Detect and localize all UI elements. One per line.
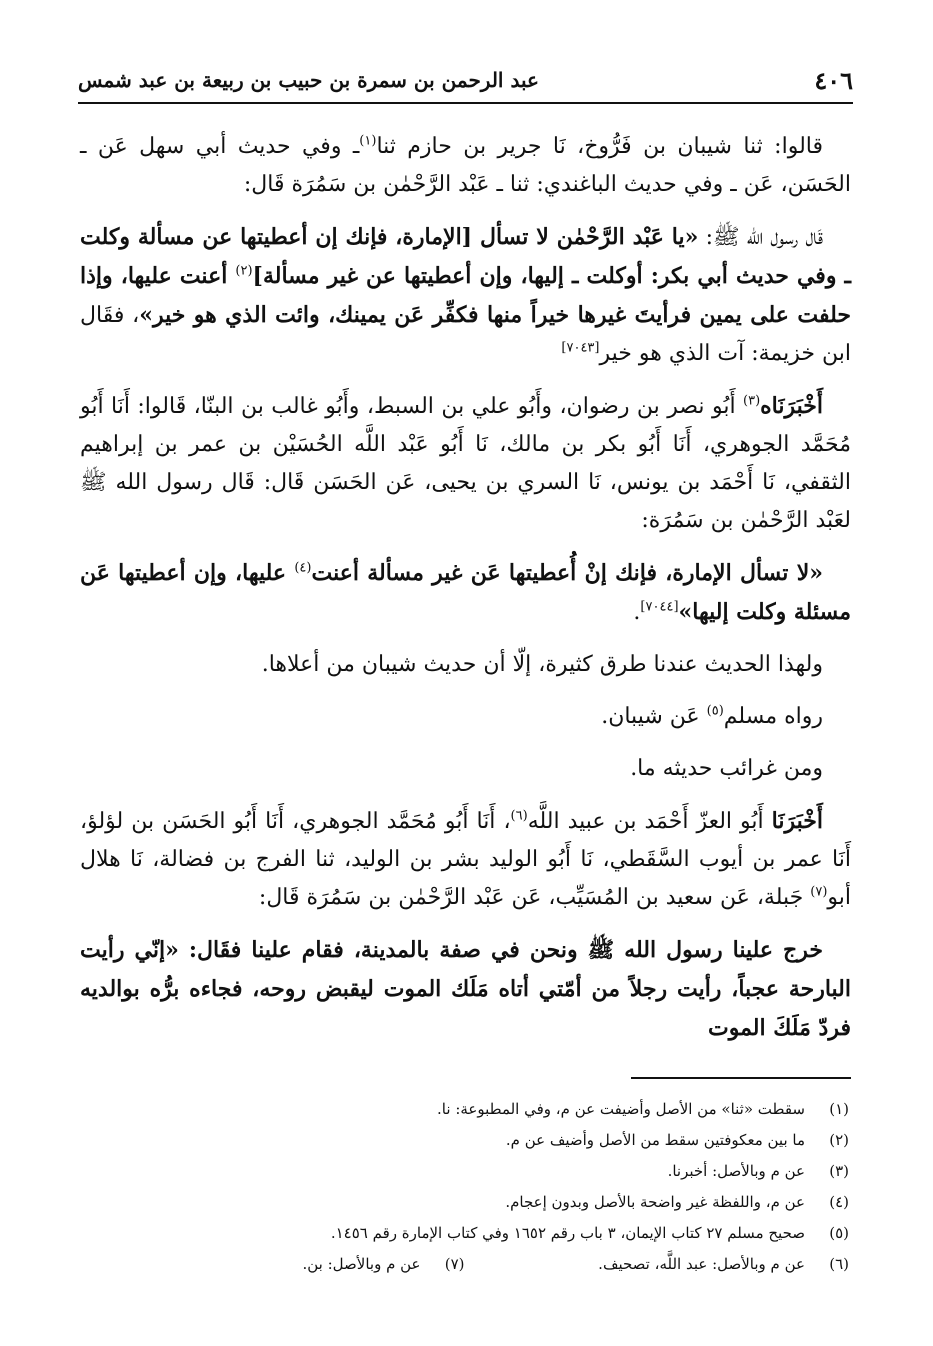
paragraph-1: [80, 128, 851, 204]
footnote-text: صحيح مسلم ٢٧ كتاب الإيمان، ٣ باب رقم ١٦٥٢ وفي كتاب الإمارة رقم ١٤٥٦.: [330, 1224, 805, 1242]
footnote-marker: (٧): [810, 884, 828, 900]
footnotes: [80, 1094, 849, 1280]
paragraph-2: [80, 218, 851, 373]
hadith-text: خرج علينا رسول الله ﷺ ونحن في صفة بالمدينة، فقام علينا فقَال: «إنّي رأيت البارحة عجباً، رأيت رجلاً من أمّتي أتاه مَلَك الموت ليقبض روحه، فجاءه برُّه بوالديه فردّ مَلَكَ الموت: [80, 937, 851, 1041]
hadith-text: عليها، وإن أعطيتها عَن مسئلة وكلت إليها»: [80, 560, 851, 625]
page-number: ٤٠٦: [814, 66, 853, 95]
isnad-start: أَخْبَرَنَا: [771, 808, 823, 834]
footnote-5: [80, 1218, 849, 1249]
footnote-6: [465, 1249, 850, 1280]
footnote-3: [80, 1156, 849, 1187]
hadith-text: أعنت عليها، وإذا حلفت على يمين فرأيتَ غيرها خيراً منها فكفِّر عَن يمينك، وائت الذي هو خير»: [80, 263, 851, 328]
text: جَبلة، عَن سعيد بن المُسَيِّب، عَن عَبْد الرَّحْمٰن بن سَمُرَة قَال:: [258, 885, 811, 910]
paragraph-7: ومن غرائب حديثه ما.: [630, 756, 823, 781]
footnote-text: عن م وبالأصل: عبد اللَّه، تصحيف.: [598, 1255, 805, 1273]
footnote-text: سقطت «ثنا» من الأصل وأضيفت عن م، وفي المطبوعة: نا.: [437, 1100, 805, 1118]
text: ، أَنَا أَبُو مُحَمَّد الجوهري، أَنَا أَبُو الحَسَن بن لؤلؤ، أَنَا عمر بن أيوب السَّقَطي، نَا أَبُو الوليد بشر بن الوليد، ثنا الفرج بن فضالة، نَا هلال أبو: [80, 809, 851, 910]
text: قَال رسول الله ﷺ:: [698, 225, 823, 250]
footnote-number: (٥): [829, 1224, 849, 1242]
footnote-number: (٣): [829, 1162, 849, 1180]
hadith-text: «يا عَبْد الرَّحْمٰن لا تسأل [الإمارة، فإنك إن أعطيتها عن مسألة وكلت ـ وفي حديث أبي بكر: أوكلت ـ إليها، وإن أعطيتها عن غير مسألة]: [80, 224, 851, 289]
text: قالوا: ثنا شيبان بن فَرُّوخ، نَا جرير بن حازم ثنا: [376, 134, 823, 159]
text: ـ وفي حديث أبي سهل عَن ـ الحَسَن، عَن ـ وفي حديث الباغندي: ثنا ـ عَبْد الرَّحْمٰن بن سَمُرَة قَال:: [80, 134, 851, 197]
footnote-marker: (١): [359, 133, 377, 149]
footnote-number: (٦): [829, 1255, 849, 1273]
footnote-text: عن م، واللفظة غير واضحة بالأصل وبدون إعجام.: [505, 1193, 805, 1211]
footnote-number: (١): [829, 1100, 849, 1118]
footnote-marker: (٦): [510, 808, 528, 824]
footnote-number: (٢): [829, 1131, 849, 1149]
footnote-1: [80, 1094, 849, 1125]
paragraph-9: [80, 931, 851, 1048]
footnote-4: [80, 1187, 849, 1218]
isnad-start: أَخْبَرَنَاه: [760, 393, 823, 419]
text: ، فقَال ابن خزيمة: آت الذي هو خير: [80, 303, 851, 366]
paragraph-3: [80, 387, 851, 540]
footnote-marker: (٥): [706, 703, 724, 719]
footnote-divider: [631, 1077, 851, 1079]
page-header: [78, 62, 853, 104]
paragraph-4: [80, 554, 851, 632]
text: رواه مسلم: [723, 704, 823, 729]
hadith-text: «لا تسأل الإمارة، فإنك إنْ أُعطيتها عَن غير مسألة أعنت: [311, 560, 823, 586]
footnote-number: (٧): [444, 1255, 465, 1273]
footnote-number: (٤): [829, 1193, 849, 1211]
running-title: عبد الرحمن بن سمرة بن حبيب بن ربيعة بن عبد شمس: [78, 68, 539, 92]
text: .: [633, 600, 641, 625]
hadith-reference: [٧٠٤٣]: [561, 340, 600, 356]
footnote-text: عن م وبالأصل: بن.: [302, 1255, 421, 1273]
paragraph-5: ولهذا الحديث عندنا طرق كثيرة، إلّا أن حديث شيبان من أعلاها.: [261, 652, 823, 677]
paragraph-6: [80, 698, 851, 736]
hadith-reference: [٧٠٤٤]: [640, 599, 679, 615]
footnote-text: عن م وبالأصل: أخبرنا.: [667, 1162, 805, 1180]
paragraph-8: [80, 802, 851, 917]
footnote-row: [80, 1249, 849, 1280]
text: عَن شيبان.: [601, 704, 707, 729]
footnote-marker: (٢): [235, 263, 253, 279]
main-text: [80, 128, 851, 1062]
footnote-text: ما بين معكوفتين سقط من الأصل وأضيف عن م.: [505, 1131, 805, 1149]
footnote-marker: (٤): [294, 560, 312, 576]
footnote-2: [80, 1125, 849, 1156]
footnote-marker: (٣): [743, 393, 761, 409]
footnote-7: [80, 1249, 465, 1280]
text: أَبُو نصر بن رضوان، وأَبُو علي بن السبط، وأَبُو غالب بن البنّا، قَالوا: أَنَا أَبُو مُحَمَّد الجوهري، أَنَا أَبُو بكر بن مالك، نَا أَبُو عَبْد اللَّه الحُسَيْن بن عمر بن إبراهيم الثقفي، نَا أَحْمَد بن يونس، نَا السري بن يحيى، عَن الحَسَن قَال: قَال رسول الله ﷺ لعَبْد الرَّحْمٰن بن سَمُرَة:: [80, 394, 851, 533]
text: أَبُو العزّ أَحْمَد بن عبيد اللَّه: [527, 809, 772, 834]
